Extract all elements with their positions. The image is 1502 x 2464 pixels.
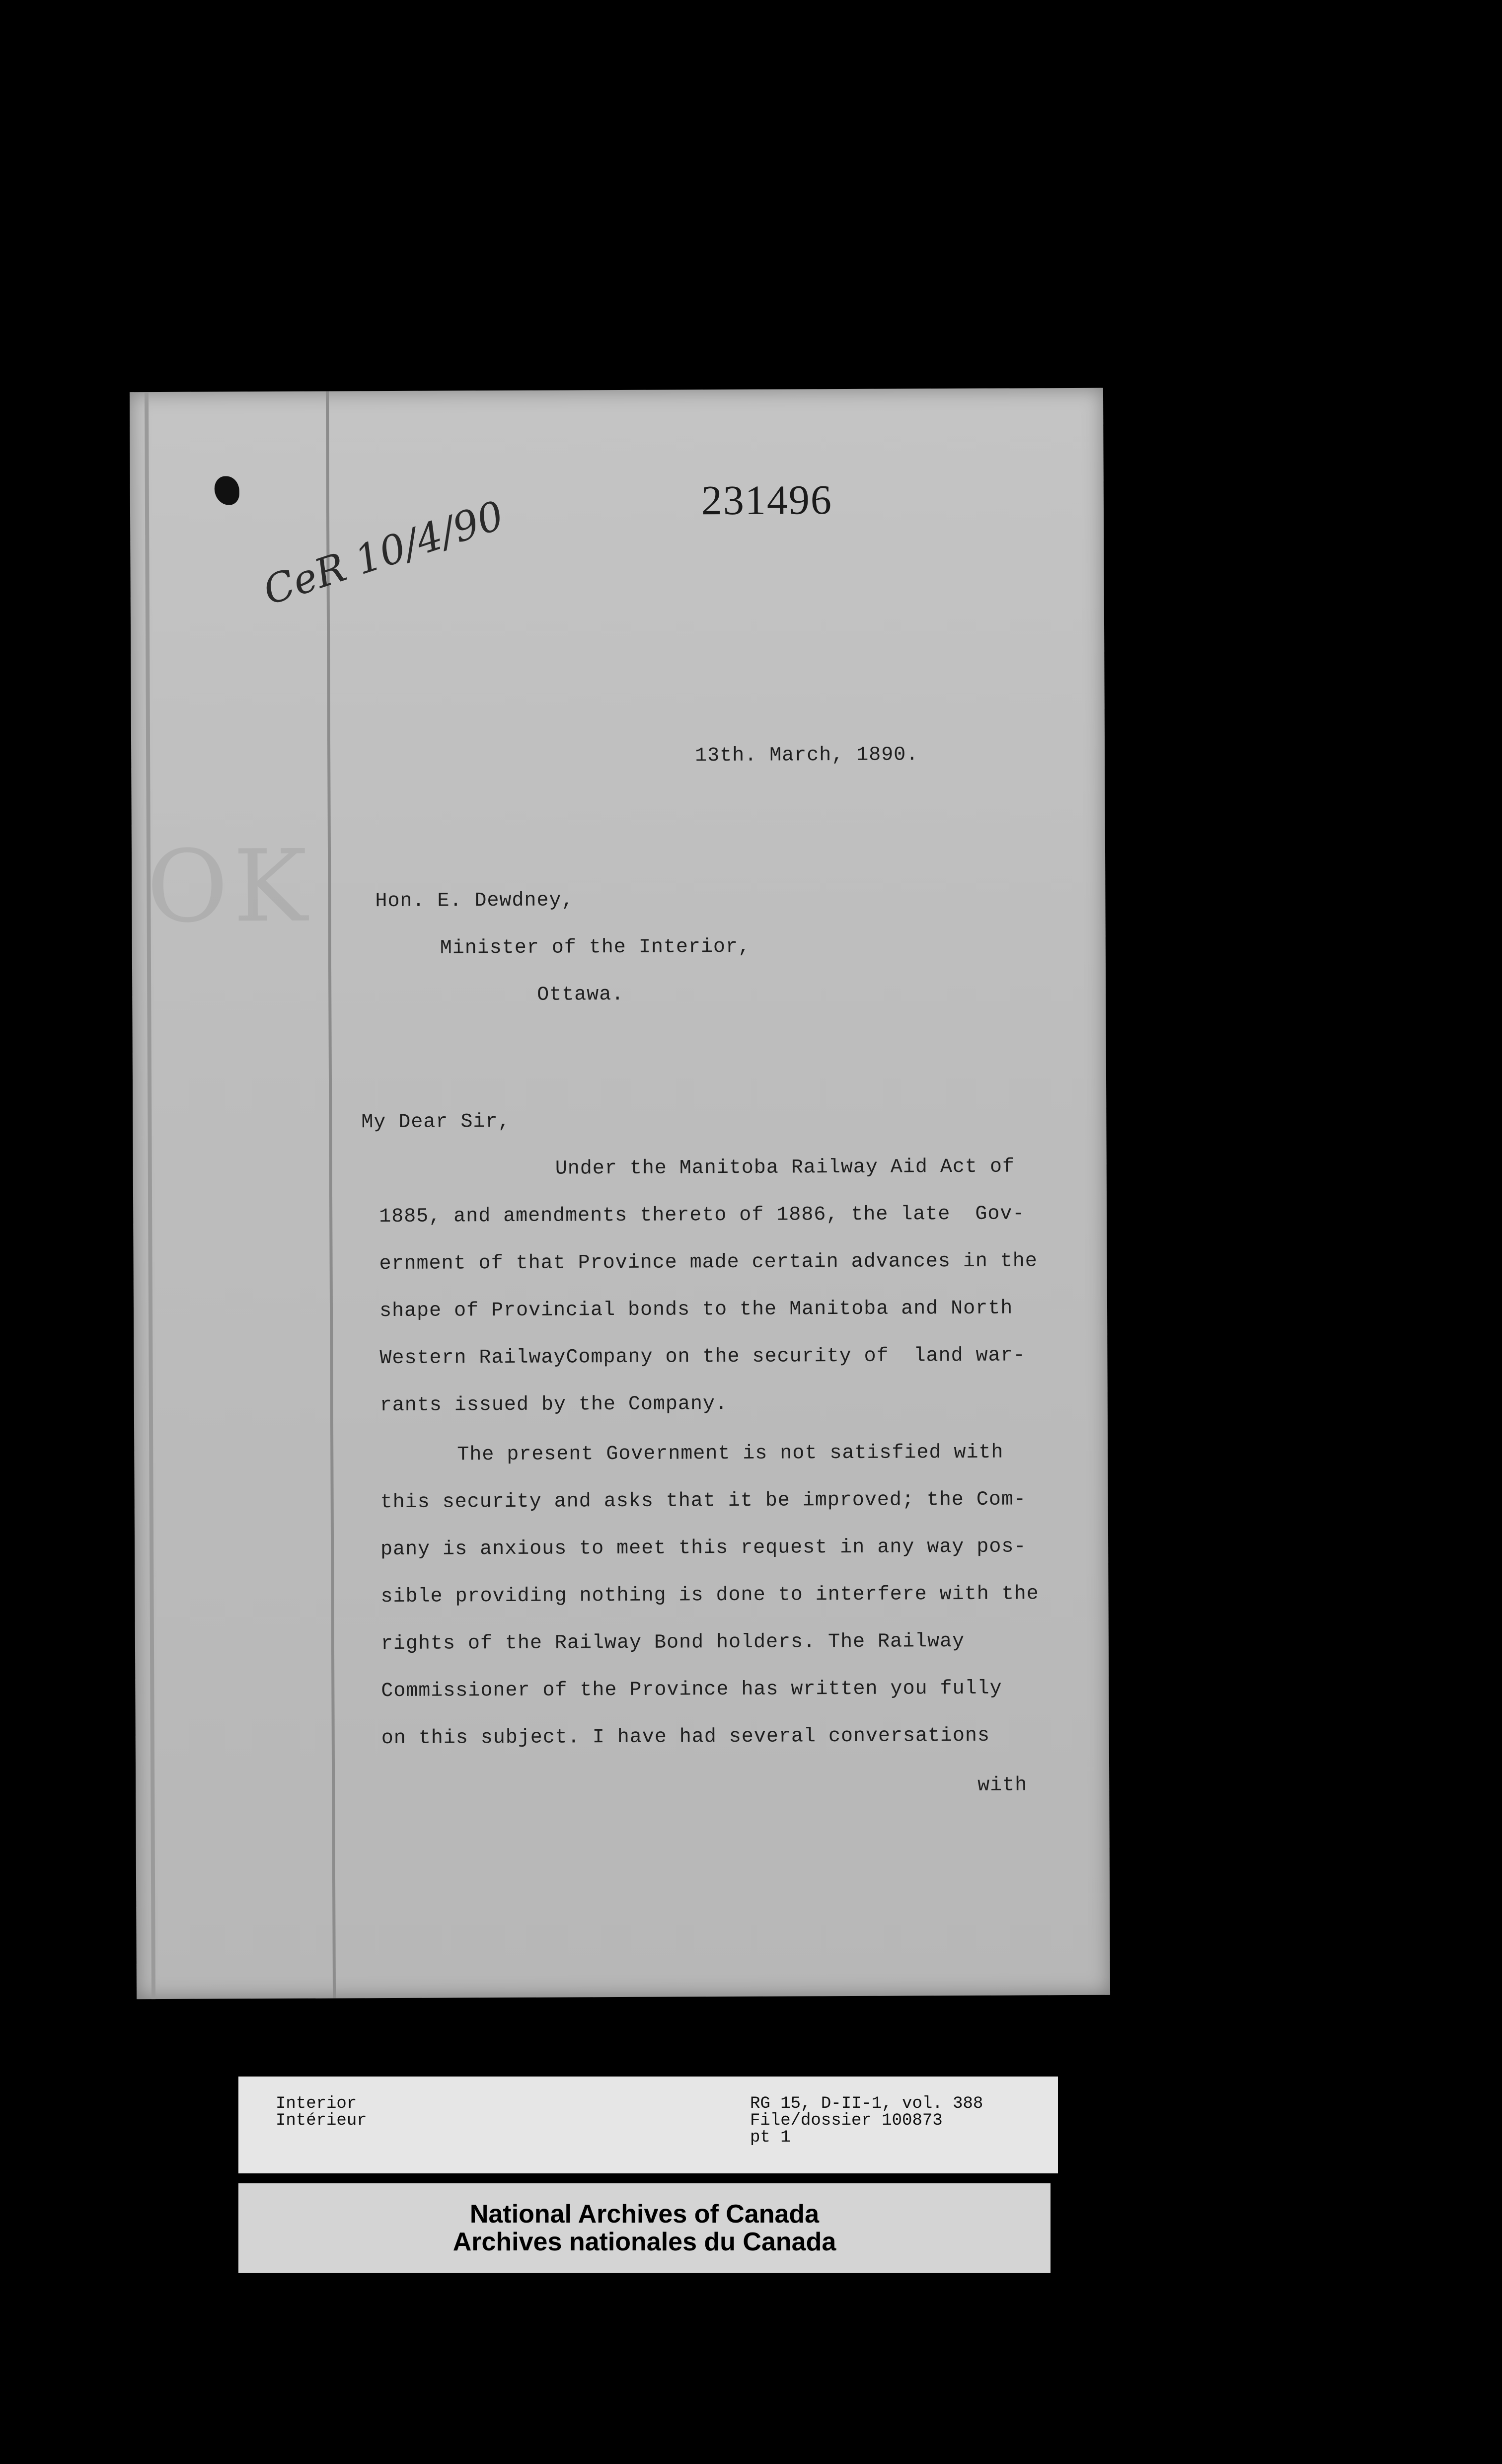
body-line: The present Government is not satisfied with — [457, 1441, 1004, 1466]
file-number: 231496 — [701, 477, 833, 524]
archive-name-fr: Archives nationales du Canada — [452, 2228, 836, 2256]
addressee-city: Ottawa. — [537, 983, 624, 1006]
body-line: sible providing nothing is done to interfere with the — [380, 1583, 1039, 1609]
body-line: rants issued by the Company. — [379, 1393, 728, 1417]
margin-rule — [326, 391, 336, 1999]
archive-name-en: National Archives of Canada — [469, 2200, 820, 2229]
body-line: shape of Provincial bonds to the Manitoba and North — [379, 1297, 1013, 1323]
body-line: Western RailwayCompany on the security of land war- — [379, 1344, 1026, 1370]
department-label — [276, 2095, 367, 2129]
body-line: Commissioner of the Province has written you fully — [381, 1677, 1002, 1703]
body-line: this security and asks that it be improved; the Com- — [380, 1488, 1026, 1514]
department-fr: Intérieur — [276, 2111, 367, 2130]
addressee-name: Hon. E. Dewdney, — [375, 889, 574, 913]
part-number: pt 1 — [750, 2128, 791, 2147]
body-line: on this subject. I have had several conversations — [381, 1724, 990, 1750]
punch-hole-mark — [215, 476, 239, 505]
reference-label — [238, 2077, 1058, 2173]
archive-label — [238, 2183, 1051, 2273]
body-line: Under the Manitoba Railway Aid Act of — [555, 1155, 1015, 1180]
body-line: 1885, and amendments thereto of 1886, the late Gov- — [379, 1203, 1025, 1229]
salutation: My Dear Sir, — [361, 1110, 511, 1134]
department-en: Interior — [276, 2094, 357, 2113]
addressee-title: Minister of the Interior, — [440, 935, 751, 960]
catchword: with — [977, 1774, 1028, 1797]
page-edge — [145, 392, 155, 1999]
body-line: pany is anxious to meet this request in any way pos- — [380, 1536, 1027, 1561]
handwritten-note: CeR 10/4/90 — [257, 492, 510, 615]
faded-stamp: OK — [146, 828, 313, 945]
letter-date: 13th. March, 1890. — [695, 744, 919, 768]
record-group: RG 15, D-II-1, vol. 388 — [750, 2094, 983, 2113]
file-reference: File/dossier 100873 — [750, 2111, 943, 2130]
reference-numbers — [750, 2095, 983, 2146]
body-line: ernment of that Province made certain advances in the — [379, 1250, 1038, 1276]
body-line: rights of the Railway Bond holders. The Railway — [380, 1630, 965, 1656]
letter-page — [130, 388, 1110, 2000]
